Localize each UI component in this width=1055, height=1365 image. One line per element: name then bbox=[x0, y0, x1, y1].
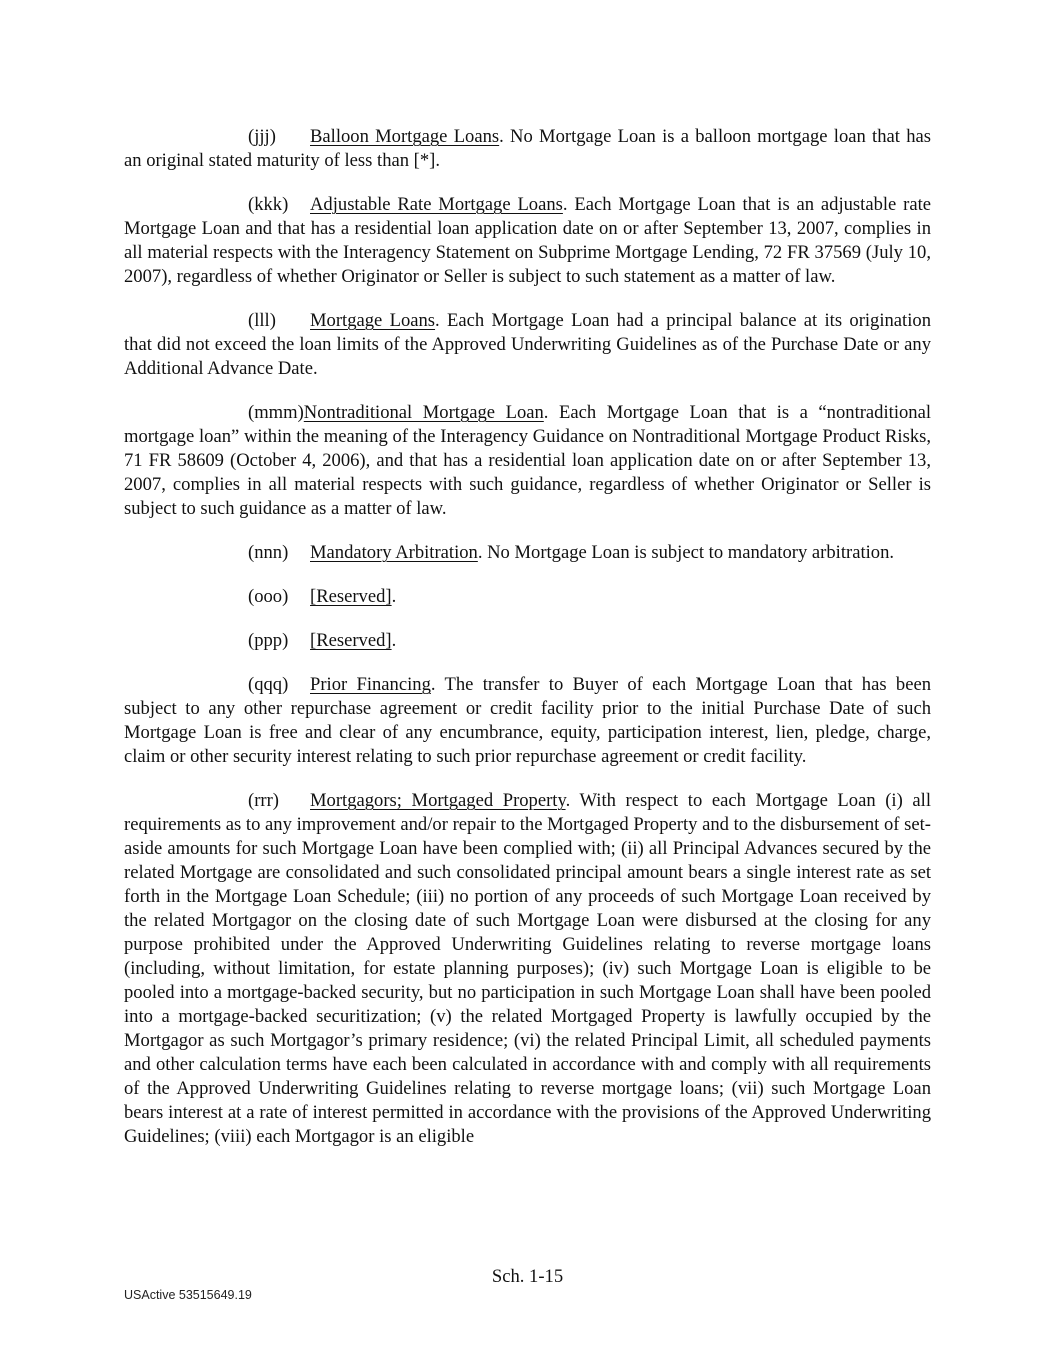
paragraph-label: (jjj) bbox=[248, 126, 276, 147]
paragraph-heading: Adjustable Rate Mortgage Loans bbox=[310, 194, 563, 215]
paragraph-label: (ppp) bbox=[248, 630, 289, 651]
paragraph-text: . Each Mortgage Loan had a principal balance at its origination that did not exceed the loan limits of the Approved Underwriting Guidelines as of the Purchase Date or any Additional Advance Date. bbox=[124, 310, 931, 379]
page-number: Sch. 1-15 bbox=[491, 1266, 564, 1287]
paragraph-heading: Nontraditional Mortgage Loan bbox=[303, 402, 544, 423]
paragraph-label: (qqq) bbox=[248, 674, 289, 695]
paragraph-heading: [Reserved] bbox=[310, 586, 392, 607]
paragraph-ooo bbox=[124, 585, 931, 609]
paragraph-text: . Each Mortgage Loan that is an adjustable rate Mortgage Loan and that has a residential loan application date on or after September 13, 2007, complies in all material respects with the Interagency Statement on Subprime Mortgage Lending, 72 FR 37569 (July 10, 2007), regardless of whether Originator or Seller is subject to such statement as a matter of law. bbox=[124, 194, 931, 287]
paragraph-text: . The transfer to Buyer of each Mortgage Loan that has been subject to any other repurchase agreement or credit facility prior to the initial Purchase Date of such Mortgage Loan is free and clear of any encumbrance, equity, participation interest, lien, pledge, charge, claim or other security interest relating to such prior repurchase agreement or credit facility. bbox=[124, 674, 932, 767]
paragraph-label: (rrr) bbox=[248, 790, 279, 811]
paragraph-qqq bbox=[124, 673, 931, 769]
paragraph-text: . With respect to each Mortgage Loan (i) all requirements as to any improvement and/or repair to the Mortgaged Property and to the disbursement of set-aside amounts for such Mortgage Loan have been complied with; (ii) all Principal Advances secured by the related Mortgage are consolidated and such consolidated principal amount bears a single interest rate as set forth in the Mortgage Loan Schedule; (iii) no portion of any proceeds of such Mortgage Loan received by the related Mortgagor on the closing date of such Mortgage Loan were disbursed at the closing for any purpose prohibited under the Approved Underwriting Guidelines relating to reverse mortgage loans (including, without limitation, for estate planning purposes); (iv) such Mortgage Loan is eligible to be pooled into a mortgage-backed security, but no participation in such Mortgage Loan shall have been pooled into a mortgage-backed securitization; (v) the related Mortgaged Property is lawfully occupied by the Mortgagor as such Mortgagor’s primary residence; (vi) the related Principal Limit, all scheduled payments and other calculation terms have each been calculated in accordance with and comply with all requirements of the Approved Underwriting Guidelines relating to reverse mortgage loans; (vii) such Mortgage Loan bears interest at a rate of interest permitted in accordance with the provisions of the Approved Underwriting Guidelines; (viii) each Mortgagor is an eligible bbox=[124, 790, 931, 1147]
paragraph-heading: Mortgage Loans bbox=[310, 310, 436, 331]
document-body bbox=[124, 125, 931, 1169]
paragraph-label: (ooo) bbox=[248, 586, 289, 607]
paragraph-mmm bbox=[124, 401, 931, 521]
paragraph-label: (kkk) bbox=[248, 194, 289, 215]
paragraph-label: (lll) bbox=[248, 310, 276, 331]
paragraph-lll bbox=[124, 309, 931, 381]
paragraph-heading: [Reserved] bbox=[310, 630, 392, 651]
paragraph-heading: Mortgagors; Mortgaged Property bbox=[310, 790, 566, 811]
paragraph-text: . bbox=[391, 586, 397, 607]
document-id: USActive 53515649.19 bbox=[124, 1288, 252, 1302]
paragraph-label: (nnn) bbox=[248, 542, 289, 563]
paragraph-text: . No Mortgage Loan is a balloon mortgage loan that has an original stated maturity of less than [*]. bbox=[124, 126, 931, 171]
paragraph-text: . Each Mortgage Loan that is a “nontraditional mortgage loan” within the meaning of the Interagency Guidance on Nontraditional Mortgage Product Risks, 71 FR 58609 (October 4, 2006), and that has a residential loan application date on or after September 13, 2007, complies in all material respects with such guidance, regardless of whether Originator or Seller is subject to such guidance as a matter of law. bbox=[124, 402, 931, 519]
paragraph-heading: Mandatory Arbitration bbox=[310, 542, 478, 563]
paragraph-text: . bbox=[391, 630, 397, 651]
paragraph-label: (mmm) bbox=[248, 402, 304, 423]
paragraph-heading: Balloon Mortgage Loans bbox=[310, 126, 500, 147]
paragraph-nnn bbox=[124, 541, 931, 565]
paragraph-kkk bbox=[124, 193, 931, 289]
paragraph-rrr bbox=[124, 789, 931, 1149]
paragraph-text: . No Mortgage Loan is subject to mandatory arbitration. bbox=[477, 542, 895, 563]
paragraph-heading: Prior Financing bbox=[310, 674, 431, 695]
paragraph-ppp bbox=[124, 629, 931, 653]
paragraph-jjj bbox=[124, 125, 931, 173]
